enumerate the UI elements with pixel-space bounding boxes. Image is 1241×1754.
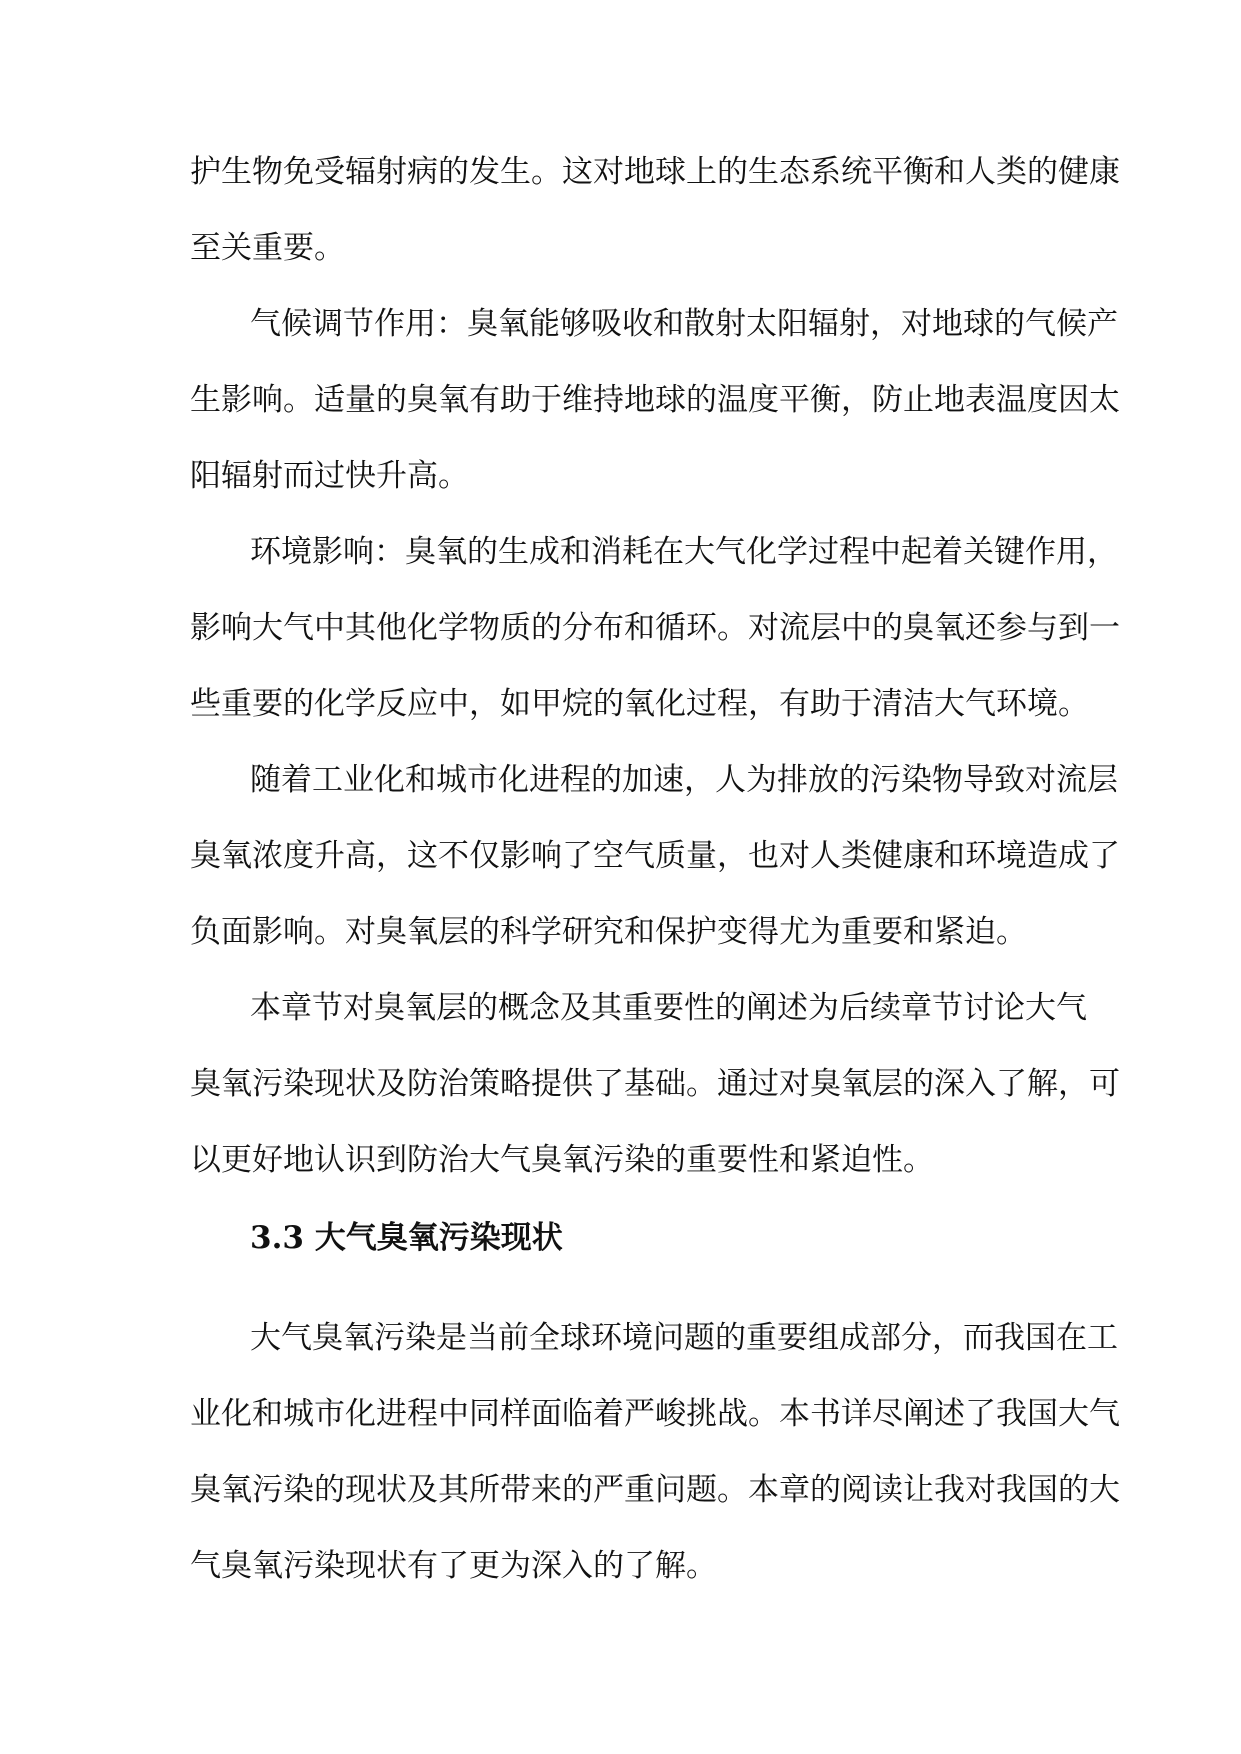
body-text-top xyxy=(190,134,1120,1198)
section-heading: 3.3 大气臭氧污染现状 xyxy=(250,1220,563,1256)
text-line: 护生物免受辐射病的发生。这对地球上的生态系统平衡和人类的健康 xyxy=(190,154,1120,190)
text-line: 以更好地认识到防治大气臭氧污染的重要性和紧迫性。 xyxy=(190,1142,934,1178)
text-line: 大气臭氧污染是当前全球环境问题的重要组成部分，而我国在工 xyxy=(250,1320,1118,1356)
text-line: 至关重要。 xyxy=(190,230,345,266)
text-line: 影响大气中其他化学物质的分布和循环。对流层中的臭氧还参与到一 xyxy=(190,610,1120,646)
text-line: 气臭氧污染现状有了更为深入的了解。 xyxy=(190,1548,717,1584)
text-line: 环境影响：臭氧的生成和消耗在大气化学过程中起着关键作用， xyxy=(250,534,1118,570)
text-line: 气候调节作用：臭氧能够吸收和散射太阳辐射，对地球的气候产 xyxy=(250,306,1118,342)
text-line: 臭氧污染的现状及其所带来的严重问题。本章的阅读让我对我国的大 xyxy=(190,1472,1120,1508)
text-line: 随着工业化和城市化进程的加速，人为排放的污染物导致对流层 xyxy=(250,762,1118,798)
body-text-bottom xyxy=(190,1300,1120,1604)
text-line: 生影响。适量的臭氧有助于维持地球的温度平衡，防止地表温度因太 xyxy=(190,382,1120,418)
text-line: 臭氧污染现状及防治策略提供了基础。通过对臭氧层的深入了解，可 xyxy=(190,1066,1120,1102)
text-line: 些重要的化学反应中，如甲烷的氧化过程，有助于清洁大气环境。 xyxy=(190,686,1089,722)
text-line: 业化和城市化进程中同样面临着严峻挑战。本书详尽阐述了我国大气 xyxy=(190,1396,1120,1432)
text-line: 臭氧浓度升高，这不仅影响了空气质量，也对人类健康和环境造成了 xyxy=(190,838,1120,874)
text-line: 本章节对臭氧层的概念及其重要性的阐述为后续章节讨论大气 xyxy=(250,990,1087,1026)
text-line: 阳辐射而过快升高。 xyxy=(190,458,469,494)
text-line: 负面影响。对臭氧层的科学研究和保护变得尤为重要和紧迫。 xyxy=(190,914,1027,950)
